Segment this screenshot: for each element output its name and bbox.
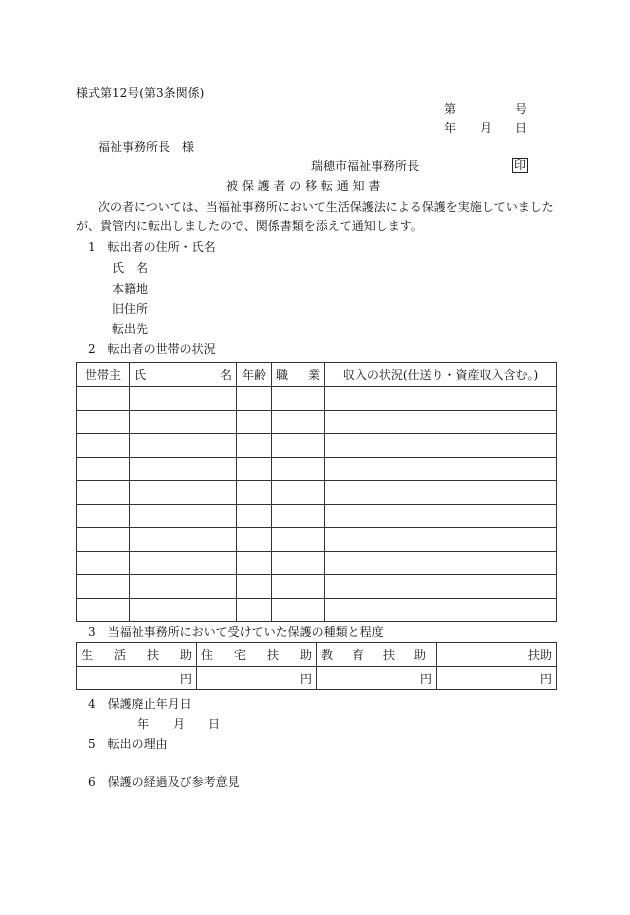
addressee: 福祉事務所長 様: [98, 140, 195, 154]
table-cell[interactable]: [272, 598, 325, 622]
sender: 瑞穂市福祉事務所長: [311, 159, 420, 173]
table-cell[interactable]: [325, 504, 557, 528]
amount-housing[interactable]: 円: [197, 667, 317, 690]
household-table: [76, 362, 557, 622]
col-income: 収入の状況(仕送り・資産収入含む。): [325, 363, 557, 387]
table-cell[interactable]: [325, 598, 557, 622]
table-cell[interactable]: [130, 387, 237, 411]
section3-heading: 3 当福祉事務所において受けていた保護の種類と程度: [88, 625, 384, 639]
field-name: 氏 名: [112, 261, 149, 275]
table-cell[interactable]: [237, 575, 272, 599]
table-cell[interactable]: [130, 598, 237, 622]
type-education-c3: 扶: [382, 648, 395, 662]
table-cell[interactable]: [130, 481, 237, 505]
assistance-table: [76, 642, 557, 690]
table-cell[interactable]: [325, 528, 557, 552]
date-day: 日: [515, 121, 528, 135]
table-cell[interactable]: [325, 434, 557, 458]
table-row: [77, 481, 557, 505]
table-cell[interactable]: [237, 387, 272, 411]
table-cell[interactable]: [325, 481, 557, 505]
table-cell[interactable]: [325, 551, 557, 575]
table-row: [77, 575, 557, 599]
type-livelihood-c4: 助: [179, 648, 192, 662]
table-cell[interactable]: [77, 387, 130, 411]
section1-heading: 1 転出者の住所・氏名: [88, 240, 216, 254]
table-cell[interactable]: [77, 528, 130, 552]
field-honseki: 本籍地: [112, 282, 149, 296]
table-cell[interactable]: [130, 528, 237, 552]
table-cell[interactable]: [237, 434, 272, 458]
body-line-2: が、貴管内に転出しましたので、関係書類を添えて通知します。: [76, 219, 423, 233]
type-housing-c2: 宅: [233, 648, 246, 662]
table-cell[interactable]: [325, 457, 557, 481]
table-cell[interactable]: [237, 551, 272, 575]
type-education-c1: 教: [321, 648, 334, 662]
col-name: [130, 363, 237, 387]
section4-heading: 4 保護廃止年月日: [88, 697, 192, 711]
table-row: [77, 528, 557, 552]
table-cell[interactable]: [325, 410, 557, 434]
table-cell[interactable]: [237, 504, 272, 528]
assistance-type-row: [77, 643, 557, 667]
field-old-address: 旧住所: [112, 302, 149, 316]
table-cell[interactable]: [272, 434, 325, 458]
abolition-month: 月: [173, 717, 186, 731]
table-cell[interactable]: [130, 575, 237, 599]
amount-livelihood[interactable]: 円: [77, 667, 197, 690]
table-cell[interactable]: [272, 575, 325, 599]
table-cell[interactable]: [130, 457, 237, 481]
table-cell[interactable]: [325, 575, 557, 599]
table-cell[interactable]: [77, 457, 130, 481]
section6-heading: 6 保護の経過及び参考意見: [88, 775, 240, 789]
table-cell[interactable]: [272, 481, 325, 505]
table-cell[interactable]: [130, 410, 237, 434]
type-housing: [197, 643, 317, 667]
type-other: 扶助: [437, 643, 557, 667]
doc-number-go: 号: [515, 102, 528, 116]
section5-heading: 5 転出の理由: [88, 737, 168, 751]
doc-number-dai: 第: [444, 102, 457, 116]
type-livelihood-c3: 扶: [146, 648, 159, 662]
table-cell[interactable]: [272, 528, 325, 552]
form-number: 様式第12号(第3条関係): [76, 86, 205, 100]
col-occupation: [272, 363, 325, 387]
body-line-1: 次の者については、当福祉事務所において生活保護法による保護を実施していました: [98, 200, 554, 214]
col-name-mei: 名: [219, 368, 232, 382]
type-livelihood-c1: 生: [81, 648, 94, 662]
household-header-row: [77, 363, 557, 387]
table-cell[interactable]: [130, 504, 237, 528]
amount-education[interactable]: 円: [317, 667, 437, 690]
table-row: [77, 457, 557, 481]
table-cell[interactable]: [77, 504, 130, 528]
table-cell[interactable]: [237, 481, 272, 505]
table-cell[interactable]: [272, 551, 325, 575]
col-occupation-2: 業: [307, 368, 320, 382]
table-cell[interactable]: [77, 551, 130, 575]
table-cell[interactable]: [77, 481, 130, 505]
date-year: 年: [444, 121, 457, 135]
table-cell[interactable]: [237, 457, 272, 481]
type-livelihood: [77, 643, 197, 667]
table-row: [77, 387, 557, 411]
table-cell[interactable]: [272, 457, 325, 481]
table-row: [77, 434, 557, 458]
table-cell[interactable]: [272, 387, 325, 411]
col-name-shi: 氏: [134, 368, 147, 382]
abolition-day: 日: [208, 717, 221, 731]
table-cell[interactable]: [77, 575, 130, 599]
table-cell[interactable]: [325, 387, 557, 411]
table-row: [77, 551, 557, 575]
table-cell[interactable]: [130, 434, 237, 458]
table-cell[interactable]: [77, 410, 130, 434]
field-destination: 転出先: [112, 322, 149, 336]
table-cell[interactable]: [77, 598, 130, 622]
type-education-c2: 育: [351, 648, 364, 662]
table-cell[interactable]: [77, 434, 130, 458]
type-education: [317, 643, 437, 667]
col-occupation-1: 職: [276, 368, 289, 382]
type-housing-c3: 扶: [266, 648, 279, 662]
assistance-amount-row: [77, 667, 557, 690]
amount-other[interactable]: 円: [437, 667, 557, 690]
seal-stamp: 印: [514, 158, 527, 172]
table-cell[interactable]: [272, 504, 325, 528]
type-livelihood-c2: 活: [113, 648, 126, 662]
document-title: 被 保 護 者 の 移 転 通 知 書: [226, 179, 381, 193]
table-cell[interactable]: [237, 598, 272, 622]
type-education-c4: 助: [413, 648, 426, 662]
abolition-year: 年: [137, 717, 150, 731]
col-age: 年齢: [237, 363, 272, 387]
col-head-household: 世帯主: [77, 363, 130, 387]
table-cell[interactable]: [130, 551, 237, 575]
table-row: [77, 410, 557, 434]
table-cell[interactable]: [237, 528, 272, 552]
table-row: [77, 504, 557, 528]
section2-heading: 2 転出者の世帯の状況: [88, 342, 216, 356]
table-cell[interactable]: [272, 410, 325, 434]
type-housing-c1: 住: [201, 648, 214, 662]
date-month: 月: [480, 121, 493, 135]
table-cell[interactable]: [237, 410, 272, 434]
table-row: [77, 598, 557, 622]
type-housing-c4: 助: [299, 648, 312, 662]
